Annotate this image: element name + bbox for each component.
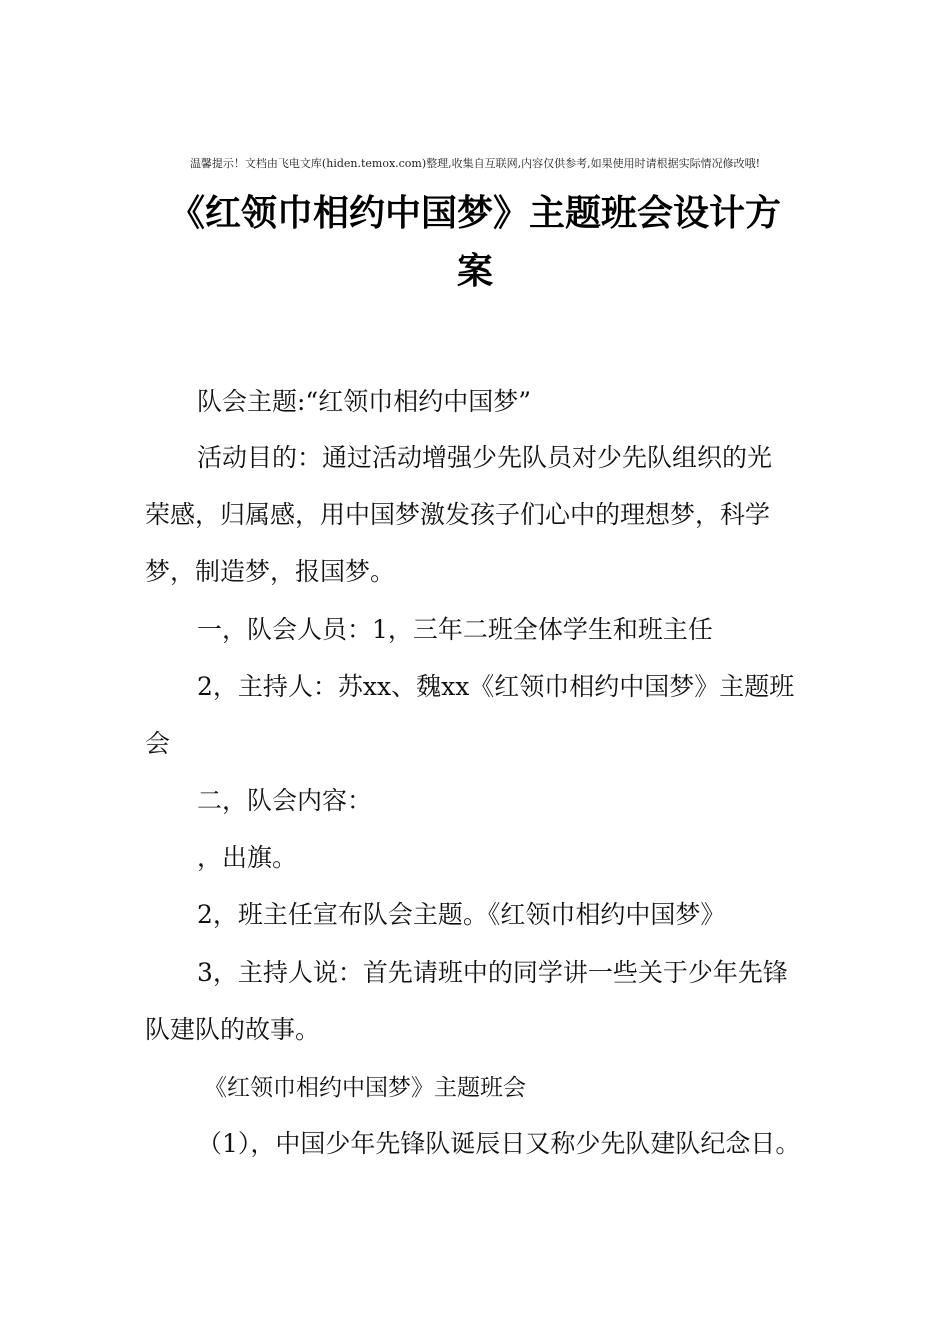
sub-item-1: （1），中国少年先锋队诞辰日又称少先队建队纪念日。 <box>197 1129 801 1158</box>
purpose-line-3: 梦，制造梦，报国梦。 <box>145 557 396 586</box>
theme-line: 队会主题:“红领巾相约中国梦” <box>197 387 531 416</box>
content-heading: 二，队会内容： <box>197 786 373 815</box>
item-3-line-2: 队建队的故事。 <box>145 1015 321 1044</box>
document-title-line-1: 《红领巾相约中国梦》主题班会设计方 <box>168 193 781 234</box>
purpose-line-1: 活动目的：通过活动增强少先队员对少先队组织的光 <box>197 443 773 472</box>
download-notice: 温馨提示！文档由飞电文库(hiden.temox.com)整理,收集自互联网,内容仅供参考,如果使用时请根据实际情况修改哦! <box>189 157 761 170</box>
item-3-line-1: 3，主持人说：首先请班中的同学讲一些关于少年先锋 <box>197 958 788 987</box>
members-line: 一，队会人员：1，三年二班全体学生和班主任 <box>197 615 713 644</box>
hosts-line-2: 会 <box>145 729 171 758</box>
item-1: ，出旗。 <box>197 843 298 872</box>
hosts-line-1: 2，主持人：苏xx、魏xx《红领巾相约中国梦》主题班 <box>197 672 795 701</box>
item-2: 2，班主任宣布队会主题。《红领巾相约中国梦》 <box>197 900 726 929</box>
document-title-line-2: 案 <box>456 251 493 292</box>
repeat-title-line: 《红领巾相约中国梦》主题班会 <box>204 1075 526 1101</box>
purpose-line-2: 荣感，归属感，用中国梦激发孩子们心中的理想梦，科学 <box>145 500 771 529</box>
